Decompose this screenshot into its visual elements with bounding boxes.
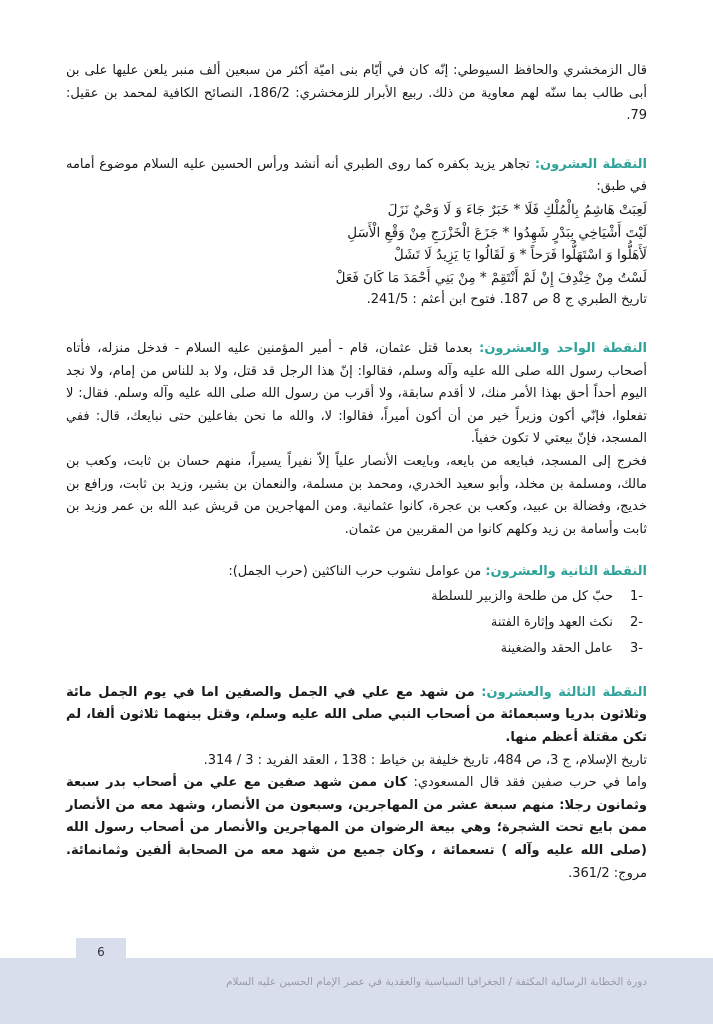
list-item-number: -3 [630,640,643,656]
footer-title [226,976,647,988]
point-23-pre: واما في حرب صفين فقد قال المسعودي: [407,775,647,791]
list-item [66,584,647,610]
point-23-text: من شهد مع علي في الجمل والصفين اما في يوم الجمل مائة وثلاثون بدريا وسبعمائة من أصحاب النبي صلى الله عليه وسلم، وقتل بينهما ثلاثون ألفا، لم تكن مقتلة أعظم منها. [66,684,647,746]
point-21-heading: النقطة الواحد والعشرون: [479,340,647,356]
point-23-source-2: مروج: 361/2. [568,865,647,881]
factors-list [66,584,647,662]
poem-verse: لَعِبَتْ هَاشِمُ بِالْمُلْكِ فَلَا * خَبَرٌ جَاءَ وَ لَا وَحْيٌ نَزَلَ [387,201,647,218]
footer-separator: / [505,976,516,988]
footer-course: دورة الخطابة الرسالية المكثفة [515,976,647,988]
point-23-paragraph [66,682,647,750]
poem [66,199,647,289]
page-body [66,60,647,885]
poem-verse: لَيْتَ أَشْيَاخِي بِبَدْرٍ شَهِدُوا * جَزَعَ الْخَزْرَجِ مِنْ وَقْعِ الْأَسَلِ [347,224,647,241]
point-20-text: تجاهر يزيد بكفره كما روى الطبري أنه أنشد ورأس الحسين عليه السلام موضوع أمامه في طبق: [66,156,647,195]
intro-paragraph: قال الزمخشري والحافظ السيوطي: إنّه كان في أيّام بنى اميّة أكثر من سبعين ألف منبر يلعن عليها على بن أبى طالب بما سنّه لهم معاوية من ذلك. ربيع الأبرار للزمخشري: 186/2، النصائح الكافية لمحمد بن عقيل: 79. [66,63,647,124]
point-20-source: تاريخ الطبري ج 8 ص 187. فتوح ابن أعثم : 241/5. [366,292,647,308]
list-item-label: عامل الحقد والضغينة [500,640,613,656]
point-22-text: من عوامل نشوب حرب الناكثين (حرب الجمل): [228,564,486,580]
list-item [66,636,647,662]
footer-subtitle: الجغرافيا السياسية والعقدية في عصر الإمام الحسين عليه السلام [225,976,506,988]
footer-band [0,958,713,1024]
point-21-paragraph-2: فخرج إلى المسجد، فبايعه من بايعه، وبايعت الأنصار علياً إلاّ نفيراً يسيراً، منهم حسان بن ثابت، وكعب بن مالك، ومسلمة بن مخلد، وأبو سعيد الخدري، ومحمد بن مسلمة، والنعمان بن بشير، وزيد بن ثابت، ورافع بن خديج، وفضالة بن عبيد، وكعب بن عجرة، كانوا عثمانية. ومن المهاجرين من قريش عبد الله بن عمر وزيد بن ثابت وأسامة بن زيد وكلهم كانوا من المقربين من عثمان. [66,453,647,537]
point-23-source: تاريخ الإسلام، ج 3، ص 484، تاريخ خليفة بن خياط : 138 ، العقد الفريد : 3 / 314. [203,752,647,768]
page-number: 6 [76,938,126,966]
point-22-heading: النقطة الثانية والعشرون: [485,564,647,580]
point-21-text: بعدما قتل عثمان، قام - أمير المؤمنين عليه السلام - فدخل منزله، فأتاه أصحاب رسول الله صلى الله عليه وآله وسلم، فقالوا: إنّ هذا الرجل قد قتل، ولا بد للناس من إمام، ولا نجد اليوم أحداً أحق بهذا الأمر منك، لا أقدم سابقة، ولا أقرب من رسول الله صلى الله عليه وآله وسلم. فقال: لا تفعلوا، فإنّي أكون وزيراً خير من أن أكون أميراً، فقالوا: لا، والله ما نحن بفاعلين حتى نبايعك، قال: ففي المسجد، فإنّ بيعتي لا تكون خفياً. [66,340,647,447]
point-20-paragraph [66,154,647,199]
list-item [66,610,647,636]
point-23-quote: كان ممن شهد صفين مع علي من أصحاب بدر سبعة وثمانون رجلا: منهم سبعة عشر من المهاجرين، وسبعون من الأنصار، وشهد معه من الأنصار ممن بايع تحت الشجرة؛ وهي بيعة الرضوان من المهاجرين والأنصار من أصحاب رسول الله (صلى الله عليه وآله ) تسعمائة ، وكان جميع من شهد معه من الصحابة ألفين وثمانمائة. [66,775,647,859]
poem-verse: لَسْتُ مِنْ خِنْدِفَ إِنْ لَمْ أَنْتَقِمْ * مِنْ بَنِي أَحْمَدَ مَا كَانَ فَعَلْ [335,269,647,286]
point-21-paragraph [66,338,647,451]
point-22-paragraph [66,561,647,584]
point-23-heading: النقطة الثالثة والعشرون: [481,684,648,700]
point-20-heading: النقطة العشرون: [534,156,647,172]
poem-verse: لَأَهَلُّوا وَ اسْتَهَلُّوا فَرَحاً * وَ لَقَالُوا يَا يَزِيدُ لَا تَشَلْ [393,247,647,264]
list-item-label: نكث العهد وإثارة الفتنة [490,614,613,630]
list-item-number: -1 [630,588,643,604]
list-item-number: -2 [630,614,643,630]
point-23-paragraph-2 [66,772,647,885]
list-item-label: حبّ كل من طلحة والزبير للسلطة [431,588,613,604]
